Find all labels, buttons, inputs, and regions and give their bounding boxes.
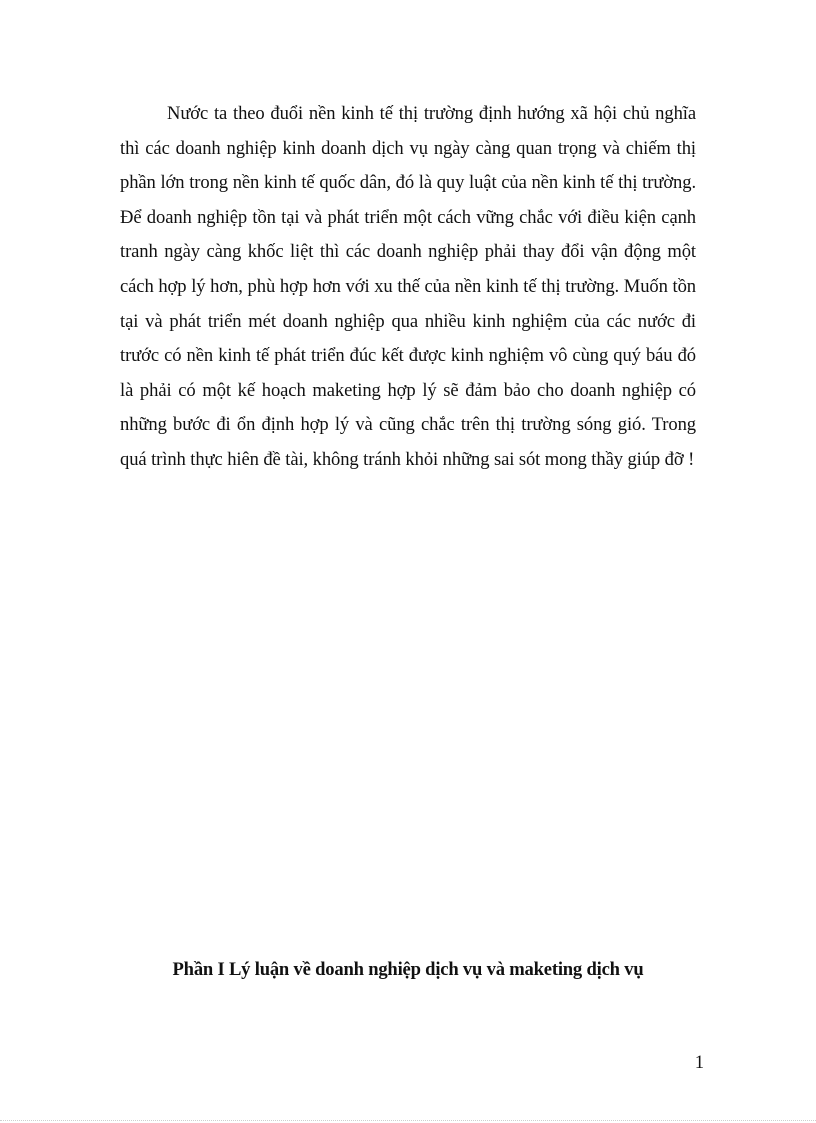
section-heading: Phần I Lý luận về doanh nghiệp dịch vụ và maketing dịch vụ (172, 959, 644, 980)
page-number: 1 (694, 1052, 704, 1073)
intro-paragraph: Nước ta theo đuổi nền kinh tế thị trường định hướng xã hội chủ nghĩa thì các doanh nghiệp kinh doanh dịch vụ ngày càng quan trọng và chiếm thị phần lớn trong nền kinh tế quốc dân, đó là quy luật của nền kinh tế thị trường. Để doanh nghiệp tồn tại và phát triển một cách vững chắc với điều kiện cạnh tranh ngày càng khốc liệt thì các doanh nghiệp phải thay đổi vận động một cách hợp lý hơn, phù hợp hơn với xu thế của nền kinh tế thị trường. Muốn tồn tại và phát triển mét doanh nghiệp qua nhiều kinh nghiệm của các nước đi trước có nền kinh tế phát triển đúc kết được kinh nghiệm vô cùng quý báu đó là phải có một kế hoạch maketing hợp lý sẽ đảm bảo cho doanh nghiệp có những bước đi ổn định hợp lý và cũng chắc trên thị trường sóng gió. Trong quá trình thực hiên đề tài, không tránh khỏi những sai sót mong thầy giúp đỡ ! (120, 103, 696, 470)
page-bottom-divider (0, 1120, 816, 1121)
